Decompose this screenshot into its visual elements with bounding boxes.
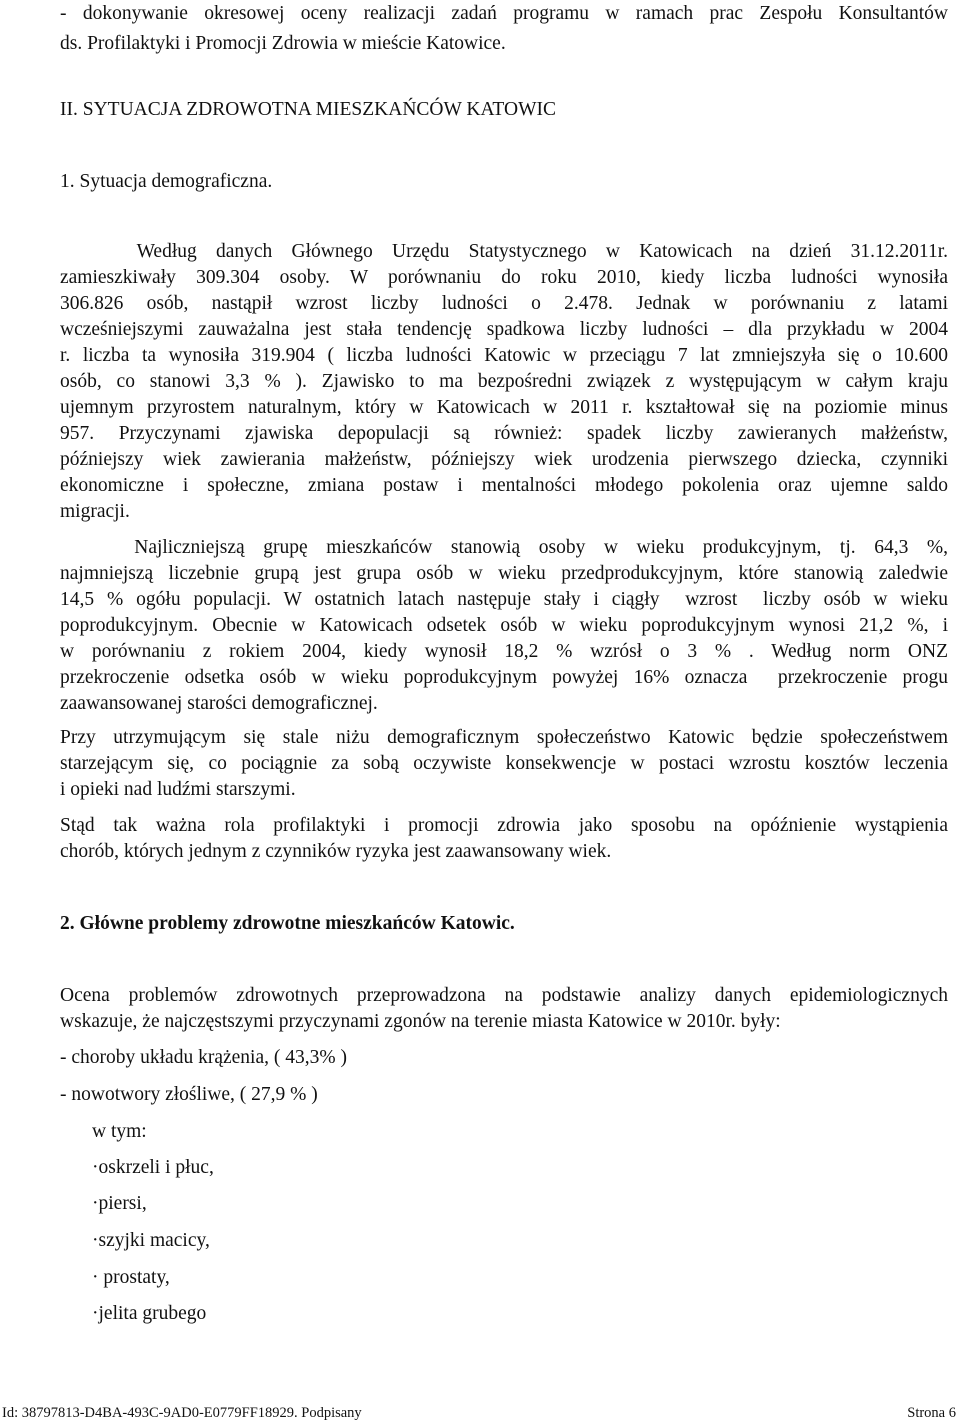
para1-line: ekonomiczne i społeczne, zmiana postaw i mentalności młodego pokolenia oraz ujemne saldo bbox=[60, 475, 948, 496]
para4-line: Stąd tak ważna rola profilaktyki i promocji zdrowia jako sposobu na opóźnienie wystąpienia bbox=[60, 815, 948, 836]
para1-line: r. liczba ta wynosiła 319.904 ( liczba ludności Katowic w przeciągu 7 lat zmniejszyła się o 10.600 bbox=[60, 345, 948, 366]
para2-line: najmniejszą liczebnie grupą jest grupa osób w wieku przedprodukcyjnym, które stanowią zaledwie bbox=[60, 563, 948, 584]
para1-line: Według danych Głównego Urzędu Statystycznego w Katowicach na dzień 31.12.2011r. bbox=[60, 241, 948, 262]
page-number: Strona 6 bbox=[907, 1405, 956, 1421]
para5-line: wskazuje, że najczęstszymi przyczynami zgonów na terenie miasta Katowice w 2010r. były: bbox=[60, 1011, 781, 1032]
para3-line: i opieki nad ludźmi starszymi. bbox=[60, 779, 296, 800]
para1-line: zamieszkiwały 309.304 osoby. W porównaniu do roku 2010, kiedy liczba ludności wynosiła bbox=[60, 267, 948, 288]
sublist-item: · prostaty, bbox=[92, 1267, 170, 1288]
intro-line-2: ds. Profilaktyki i Promocji Zdrowia w mieście Katowice. bbox=[60, 33, 506, 54]
para1-line: osób, co stanowi 3,3 % ). Zjawisko to ma bezpośredni związek z występującym w całym kraju bbox=[60, 371, 948, 392]
para1-line: migracji. bbox=[60, 501, 130, 522]
sublist-item: ·piersi, bbox=[92, 1193, 147, 1214]
para1-line: wcześniejszymi zauważalna jest stała tendencję spadkowa liczby ludności – dla przykładu w 2004 bbox=[60, 319, 948, 340]
para1-line: 957. Przyczynami zjawiska depopulacji są również: spadek liczby zawieranych małżeństw, bbox=[60, 423, 948, 444]
subsection-heading-health-problems: 2. Główne problemy zdrowotne mieszkańców Katowic. bbox=[60, 913, 515, 934]
sublist-item: ·jelita grubego bbox=[92, 1303, 207, 1324]
para2-line: 14,5 % ogółu populacji. W ostatnich latach następuje stały i ciągły wzrost liczby osób w wieku bbox=[60, 589, 948, 610]
para2-line: poprodukcyjnym. Obecnie w Katowicach odsetek osób w wieku poprodukcyjnym wynosi 21,2 %, i bbox=[60, 615, 948, 636]
para2-line: w porównaniu z rokiem 2004, kiedy wynosił 18,2 % wzrósł o 3 % . Według norm ONZ bbox=[60, 641, 948, 662]
subsection-heading-demography: 1. Sytuacja demograficzna. bbox=[60, 171, 273, 192]
list-item: - choroby układu krążenia, ( 43,3% ) bbox=[60, 1047, 347, 1068]
para2-line: zaawansowanej starości demograficznej. bbox=[60, 693, 378, 714]
para1-line: 306.826 osób, nastąpił wzrost liczby ludności o 2.478. Jednak w porównaniu z latami bbox=[60, 293, 948, 314]
para1-line: ujemnym przyrostem naturalnym, który w Katowicach w 2011 r. kształtował się na poziomie minus bbox=[60, 397, 948, 418]
para2-line: przekroczenie odsetka osób w wieku poprodukcyjnym powyżej 16% oznacza przekroczenie progu bbox=[60, 667, 948, 688]
section-heading: II. SYTUACJA ZDROWOTNA MIESZKAŃCÓW KATOWIC bbox=[60, 99, 556, 120]
list-item: - nowotwory złośliwe, ( 27,9 % ) bbox=[60, 1084, 318, 1105]
sublist-item: ·oskrzeli i płuc, bbox=[92, 1157, 214, 1178]
document-id: Id: 38797813-D4BA-493C-9AD0-E0779FF18929. Podpisany bbox=[2, 1405, 362, 1421]
para3-line: Przy utrzymującym się stale niżu demograficznym społeczeństwo Katowic będzie społeczeństwem bbox=[60, 727, 948, 748]
intro-line-1: - dokonywanie okresowej oceny realizacji zadań programu w ramach prac Zespołu Konsultantów bbox=[60, 3, 948, 24]
para2-line: Najliczniejszą grupę mieszkańców stanowią osoby w wieku produkcyjnym, tj. 64,3 %, bbox=[60, 537, 948, 558]
para4-line: chorób, których jednym z czynników ryzyka jest zaawansowany wiek. bbox=[60, 841, 612, 862]
para5-line: Ocena problemów zdrowotnych przeprowadzona na podstawie analizy danych epidemiologicznych bbox=[60, 985, 948, 1006]
sublist-item: ·szyjki macicy, bbox=[92, 1230, 210, 1251]
para3-line: starzejącym się, co pociągnie za sobą oczywiste konsekwencje w postaci wzrostu kosztów leczenia bbox=[60, 753, 948, 774]
list-intro: w tym: bbox=[92, 1121, 147, 1142]
para1-line: późniejszy wiek zawierania małżeństw, późniejszy wiek urodzenia pierwszego dziecka, czynniki bbox=[60, 449, 948, 470]
